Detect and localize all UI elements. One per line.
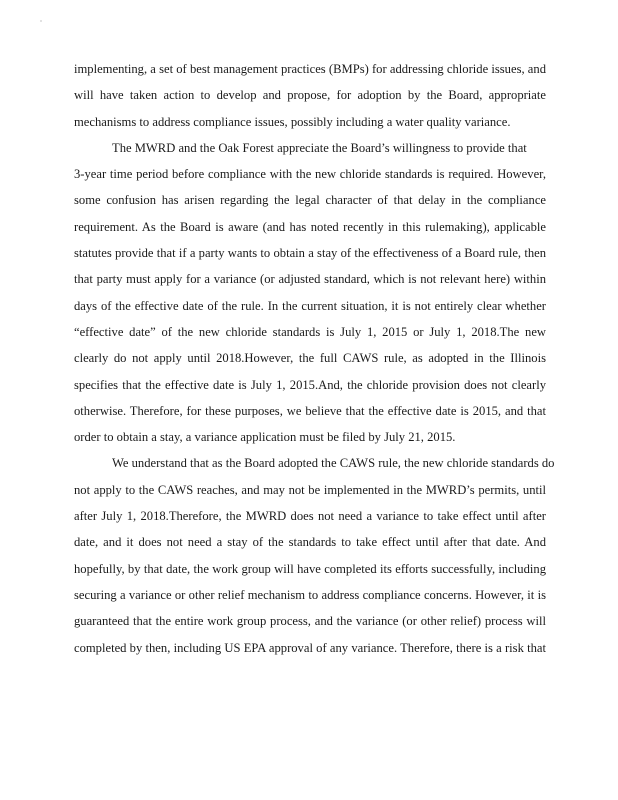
text-line: days of the effective date of the rule. In the current situation, it is not entirely clear whether: [74, 298, 546, 313]
text-line: “effective date” of the new chloride standards is July 1, 2015 or July 1, 2018.The new: [74, 324, 546, 339]
text-line: order to obtain a stay, a variance application must be filed by July 21, 2015.: [74, 430, 456, 445]
text-line: clearly do not apply until 2018.However, the full CAWS rule, as adopted in the Illinois: [74, 351, 546, 366]
text-line: after July 1, 2018.Therefore, the MWRD does not need a variance to take effect until after: [74, 509, 546, 524]
scan-speck: [40, 20, 42, 22]
text-line: statutes provide that if a party wants to obtain a stay of the effectiveness of a Board rule, then: [74, 246, 546, 261]
text-line: implementing, a set of best management practices (BMPs) for addressing chloride issues, and: [74, 62, 546, 76]
text-line: We understand that as the Board adopted the CAWS rule, the new chloride standards do: [112, 456, 555, 471]
text-line: 3-year time period before compliance with the new chloride standards is required. However,: [74, 167, 546, 182]
text-line: securing a variance or other relief mechanism to address compliance concerns. However, it is: [74, 587, 546, 602]
text-line: completed by then, including US EPA approval of any variance. Therefore, there is a risk that: [74, 640, 546, 655]
text-line: not apply to the CAWS reaches, and may not be implemented in the MWRD’s permits, until: [74, 482, 546, 497]
text-line: otherwise. Therefore, for these purposes, we believe that the effective date is 2015, and that: [74, 403, 546, 418]
body-text: [74, 56, 555, 661]
text-line: requirement. As the Board is aware (and has noted recently in this rulemaking), applicable: [74, 219, 546, 234]
text-line: some confusion has arisen regarding the legal character of that delay in the compliance: [74, 193, 546, 208]
text-line: that party must apply for a variance (or adjusted standard, which is not relevant here) within: [74, 272, 546, 287]
text-line: will have taken action to develop and propose, for adoption by the Board, appropriate: [74, 88, 546, 103]
text-line: mechanisms to address compliance issues, possibly including a water quality variance.: [74, 114, 511, 129]
text-line: guaranteed that the entire work group process, and the variance (or other relief) process will: [74, 614, 546, 629]
text-line: specifies that the effective date is July 1, 2015.And, the chloride provision does not clearly: [74, 377, 546, 392]
text-line: The MWRD and the Oak Forest appreciate the Board’s willingness to provide that: [112, 140, 527, 155]
text-line: hopefully, by that date, the work group will have completed its efforts successfully, including: [74, 561, 546, 576]
text-line: date, and it does not need a stay of the standards to take effect until after that date. And: [74, 535, 546, 550]
